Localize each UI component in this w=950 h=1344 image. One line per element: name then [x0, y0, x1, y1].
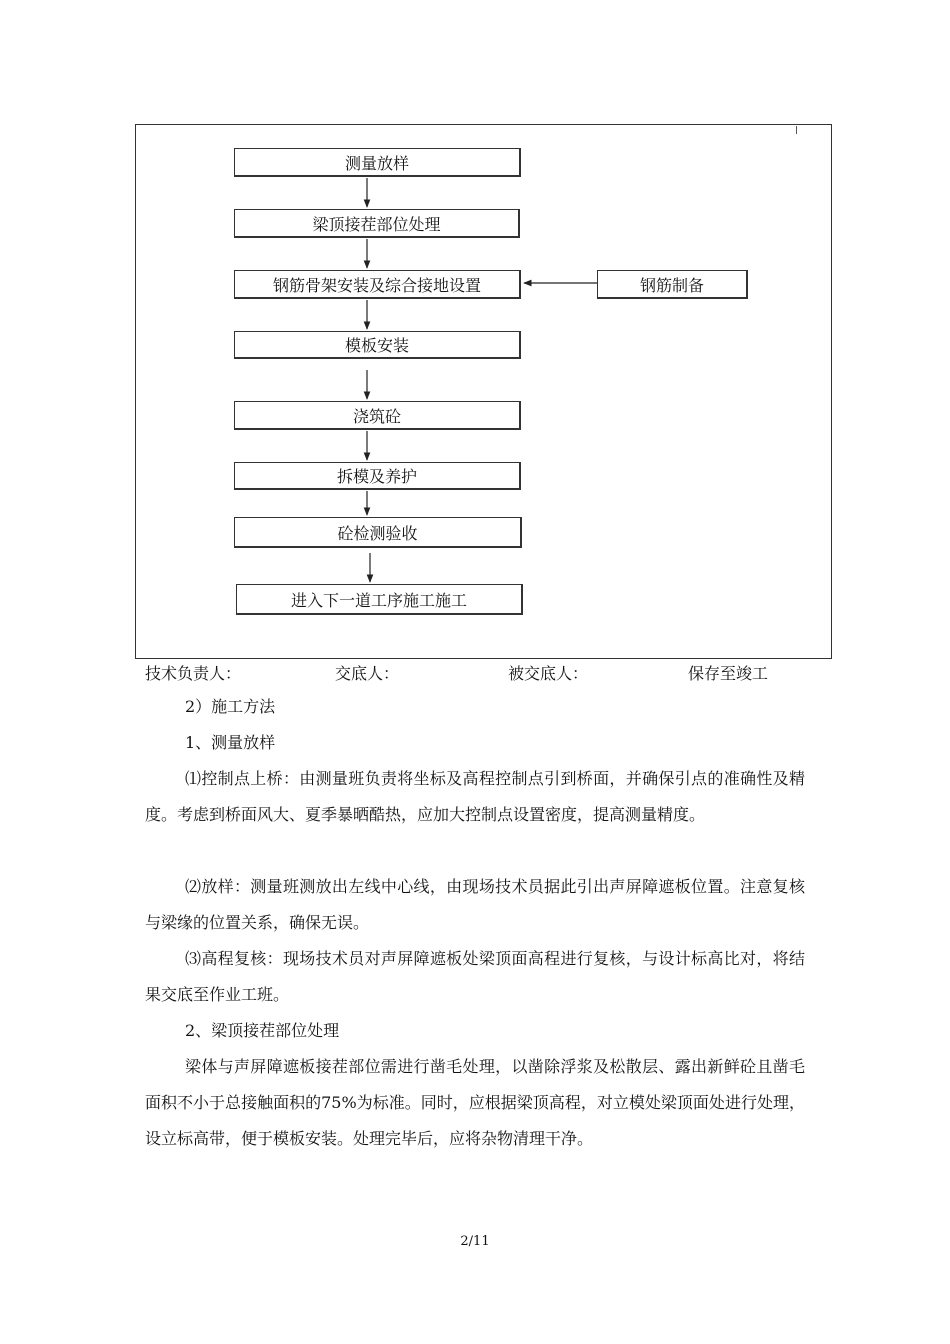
flow-step-next-process: 进入下一道工序施工施工 [236, 584, 523, 615]
paragraph-layout: ⑵放样：测量班测放出左线中心线，由现场技术员据此引出声屏障遮板位置。注意复核与梁缘的位置关系，确保无误。 [145, 877, 805, 932]
flow-step-concrete-pour: 浇筑砼 [234, 401, 521, 430]
paragraph-beam-joint-treatment: 梁体与声屏障遮板接茬部位需进行凿毛处理，以凿除浮浆及松散层、露出新鲜砼且凿毛面积不小于总接触面积的75%为标准。同时，应根据梁顶高程，对立模处梁顶面处进行处理，设立标高带，便于模板安装。处理完毕后，应将杂物清理干净。 [145, 1057, 805, 1148]
paragraph-control-points: ⑴控制点上桥：由测量班负责将坐标及高程控制点引到桥面，并确保引点的准确性及精度。考虑到桥面风大、夏季暴晒酷热，应加大控制点设置密度，提高测量精度。 [145, 769, 805, 824]
flowchart-frame [135, 124, 832, 659]
signature-receiver: 被交底人： [508, 664, 589, 683]
flow-step-formwork-install: 模板安装 [234, 331, 521, 359]
flow-step-rebar-install: 钢筋骨架安装及综合接地设置 [234, 270, 521, 299]
flow-step-concrete-inspection: 砼检测验收 [234, 517, 522, 548]
flow-step-demold-curing: 拆模及养护 [234, 462, 521, 490]
flow-step-beam-joint-treatment: 梁顶接茬部位处理 [234, 209, 520, 238]
paragraph-elevation-check: ⑶高程复核：现场技术员对声屏障遮板处梁顶面高程进行复核，与设计标高比对，将结果交底至作业工班。 [145, 949, 805, 1004]
page-number: 2/11 [460, 1234, 490, 1249]
signature-tech-lead: 技术负责人： [145, 664, 242, 683]
frame-tick-mark [796, 126, 797, 134]
signature-presenter: 交底人： [335, 664, 400, 683]
section-heading-construction-method: 2）施工方法 [185, 697, 276, 716]
flow-step-survey-layout: 测量放样 [234, 148, 521, 177]
subsection-heading-survey: 1、测量放样 [185, 733, 276, 752]
signature-retention: 保存至竣工 [688, 664, 769, 683]
subsection-heading-beam-joint: 2、梁顶接茬部位处理 [185, 1021, 340, 1040]
flow-side-rebar-prep: 钢筋制备 [597, 270, 748, 299]
